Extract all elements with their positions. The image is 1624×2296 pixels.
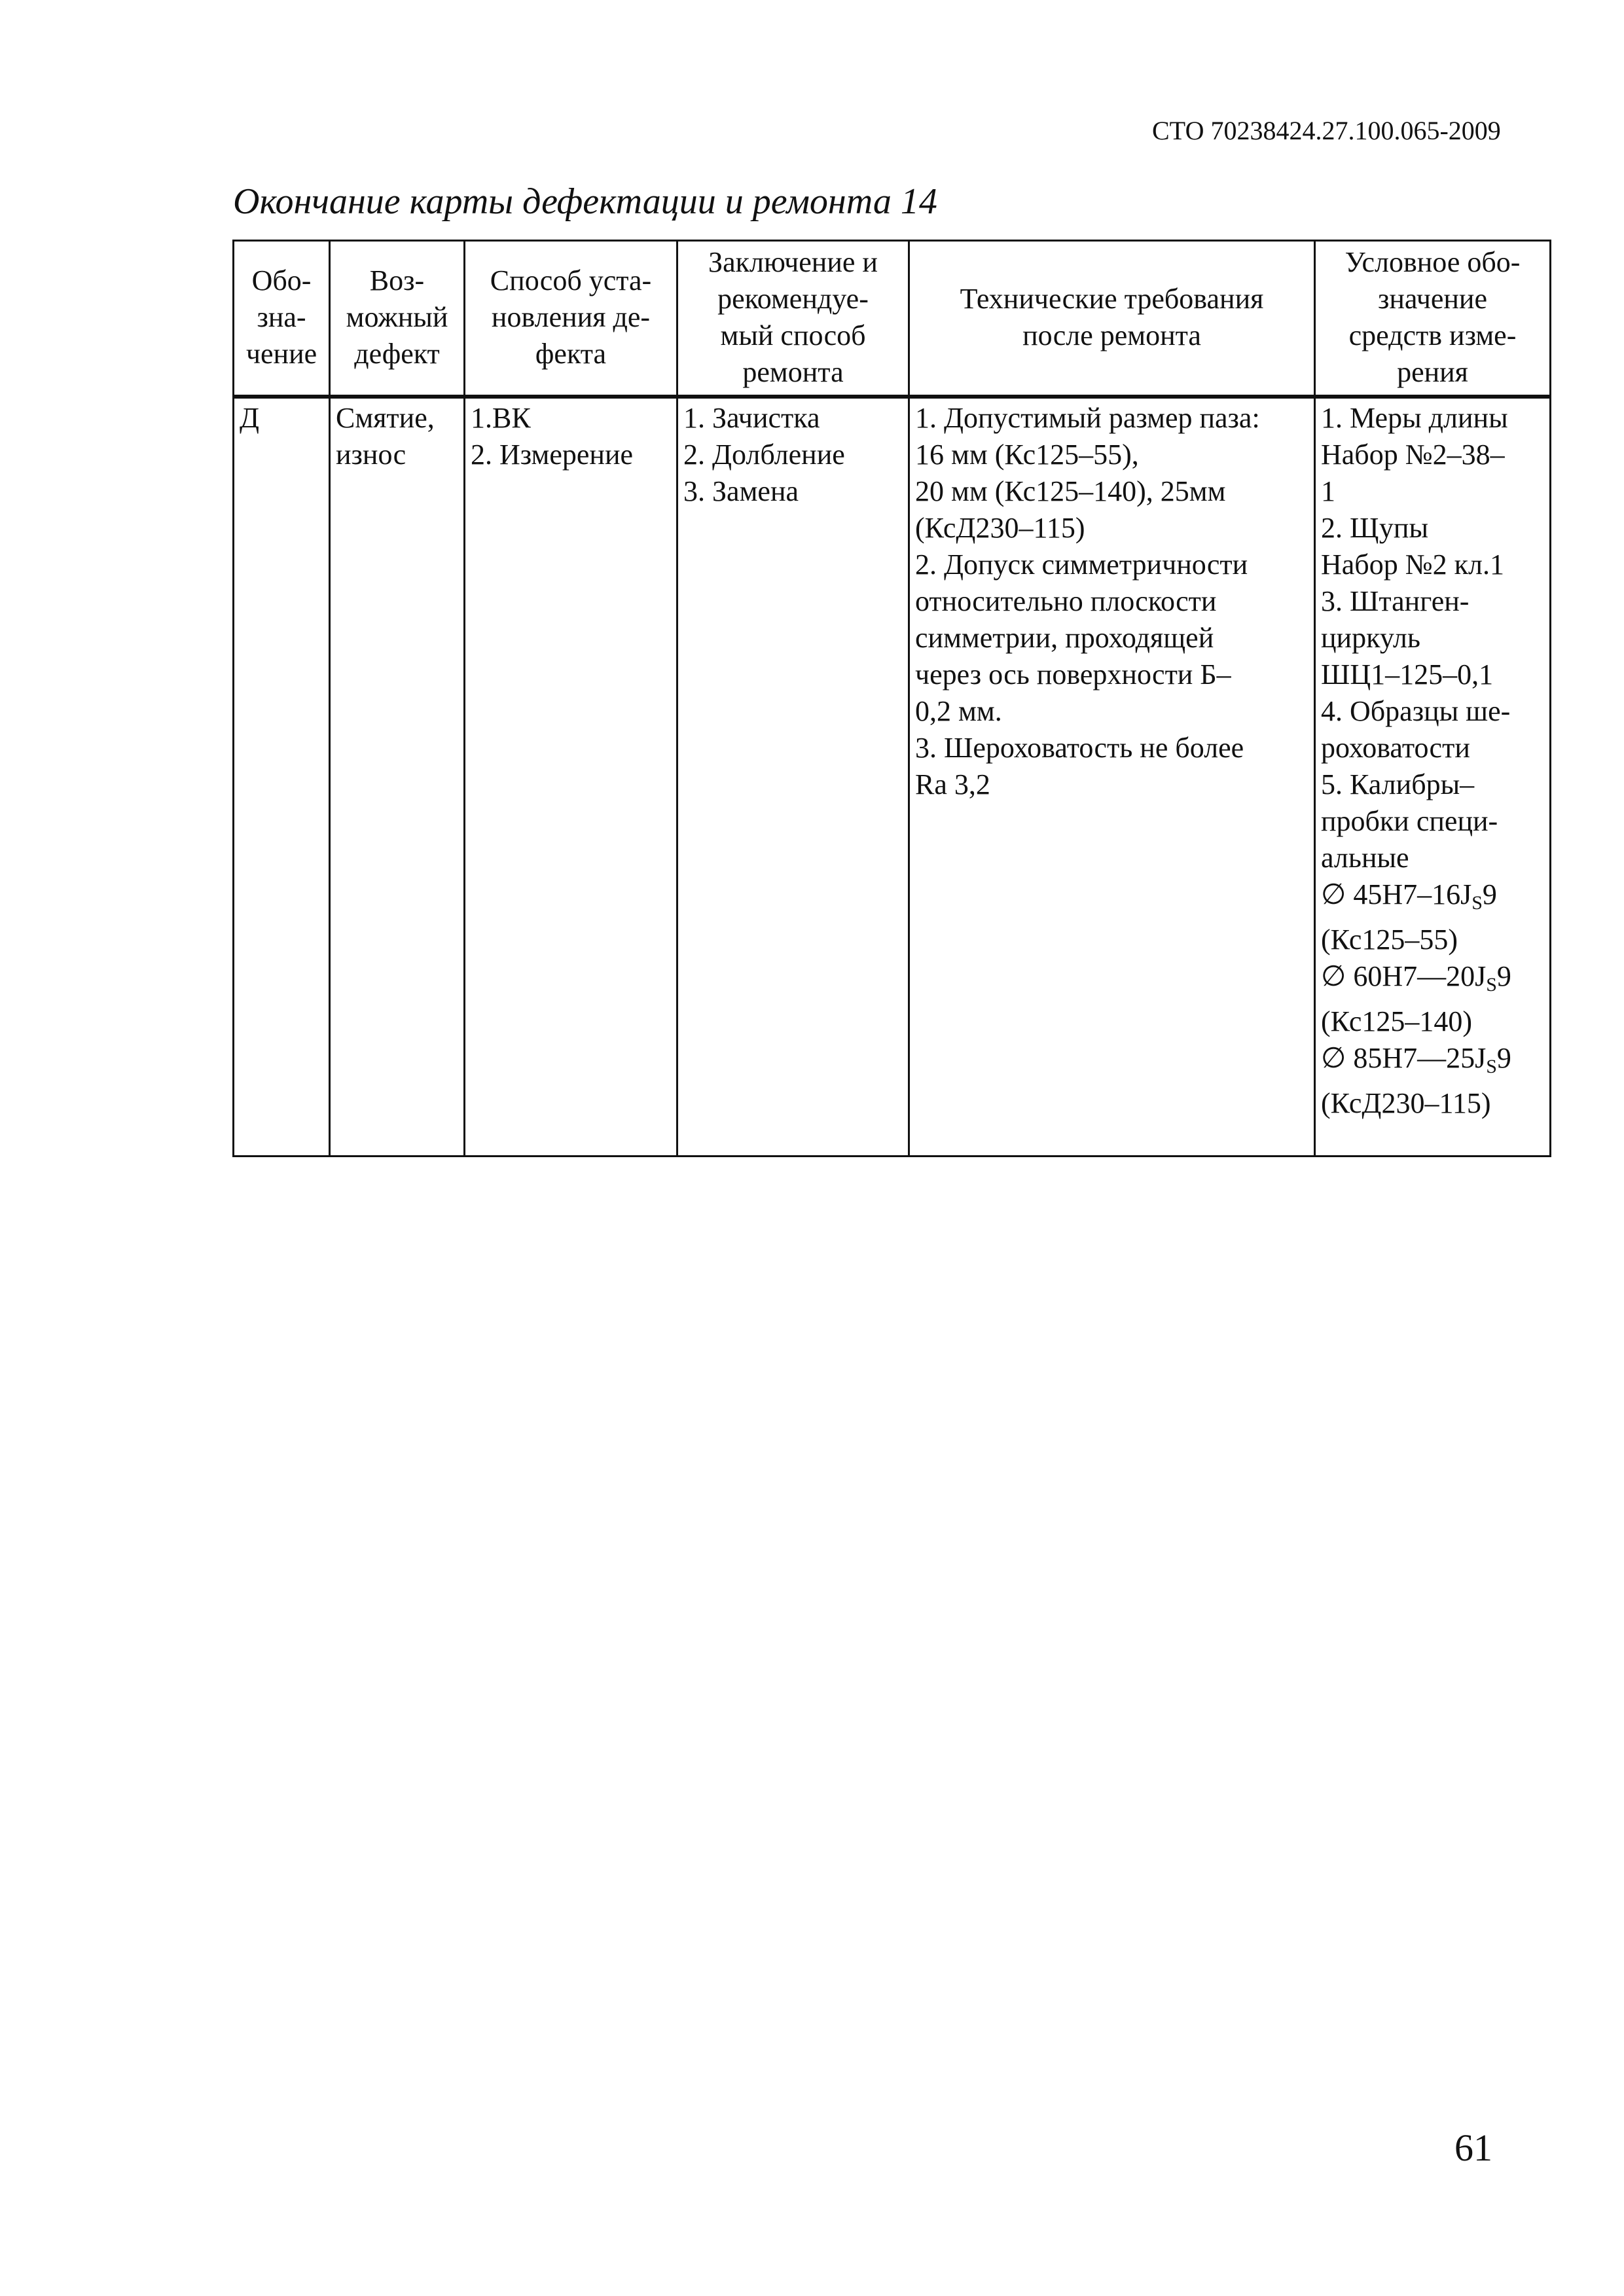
defect-repair-table bbox=[232, 240, 1551, 1157]
table-caption: Окончание карты дефектации и ремонта 14 bbox=[233, 181, 937, 222]
document-number: СТО 70238424.27.100.065-2009 bbox=[1152, 116, 1501, 145]
table-row bbox=[234, 397, 1551, 1156]
header-measurement-instruments: Условное обо- значение средств изме- рения bbox=[1315, 241, 1551, 397]
gauge-note: (Кс125–140) bbox=[1321, 1005, 1473, 1037]
cell-method: 1.ВК 2. Измерение bbox=[465, 397, 677, 1156]
gauge-spec: ∅ $60H7—20J_S9$ bbox=[1321, 960, 1511, 996]
page-number: 61 bbox=[1454, 2126, 1492, 2169]
header-detection-method: Способ уста- новления де- фекта bbox=[465, 241, 677, 397]
header-designation: Обо- зна- чение bbox=[234, 241, 330, 397]
cell-requirements: 1. Допустимый размер паза: 16 мм (Кс125–55), 20 мм (Кс125–140), 25мм (КсД230–115) 2. Допуск симметричности относительно плоскости симметрии, проходящей через ось поверхности Б– 0,2 мм. 3. Шероховатость не более Ra 3,2 bbox=[909, 397, 1315, 1156]
gauge-spec: ∅ $45H7-16J_S9$ bbox=[1321, 878, 1497, 914]
header-technical-requirements: Технические требования после ремонта bbox=[909, 241, 1315, 397]
gauge-note: (Кс125–55) bbox=[1321, 924, 1458, 956]
cell-conclusion: 1. Зачистка 2. Долбление 3. Замена bbox=[677, 397, 909, 1156]
header-possible-defect: Воз- можный дефект bbox=[330, 241, 465, 397]
cell-defect: Смятие, износ bbox=[330, 397, 465, 1156]
header-conclusion: Заключение и рекомендуе- мый способ ремонта bbox=[677, 241, 909, 397]
gauge-spec: ∅ $85H7—25J_S9$ bbox=[1321, 1042, 1511, 1077]
gauge-note: (КсД230–115) bbox=[1321, 1087, 1491, 1119]
cell-instruments: 1. Меры длины Набор №2–38– 1 2. Щупы Набор №2 кл.1 3. Штанген- циркуль ШЦ1–125–0,1 4. Образцы ше- роховатости 5. Калибры– пробки специ- альные ∅ $45H7-16J_S9$ (Кс125–55) ∅ $60H7—20J_S9$ (Кс125–140) ∅ $85H7—25J_S9$ (КсД230–115) bbox=[1315, 397, 1551, 1156]
cell-designation: Д bbox=[234, 397, 330, 1156]
table-header-row bbox=[234, 241, 1551, 397]
